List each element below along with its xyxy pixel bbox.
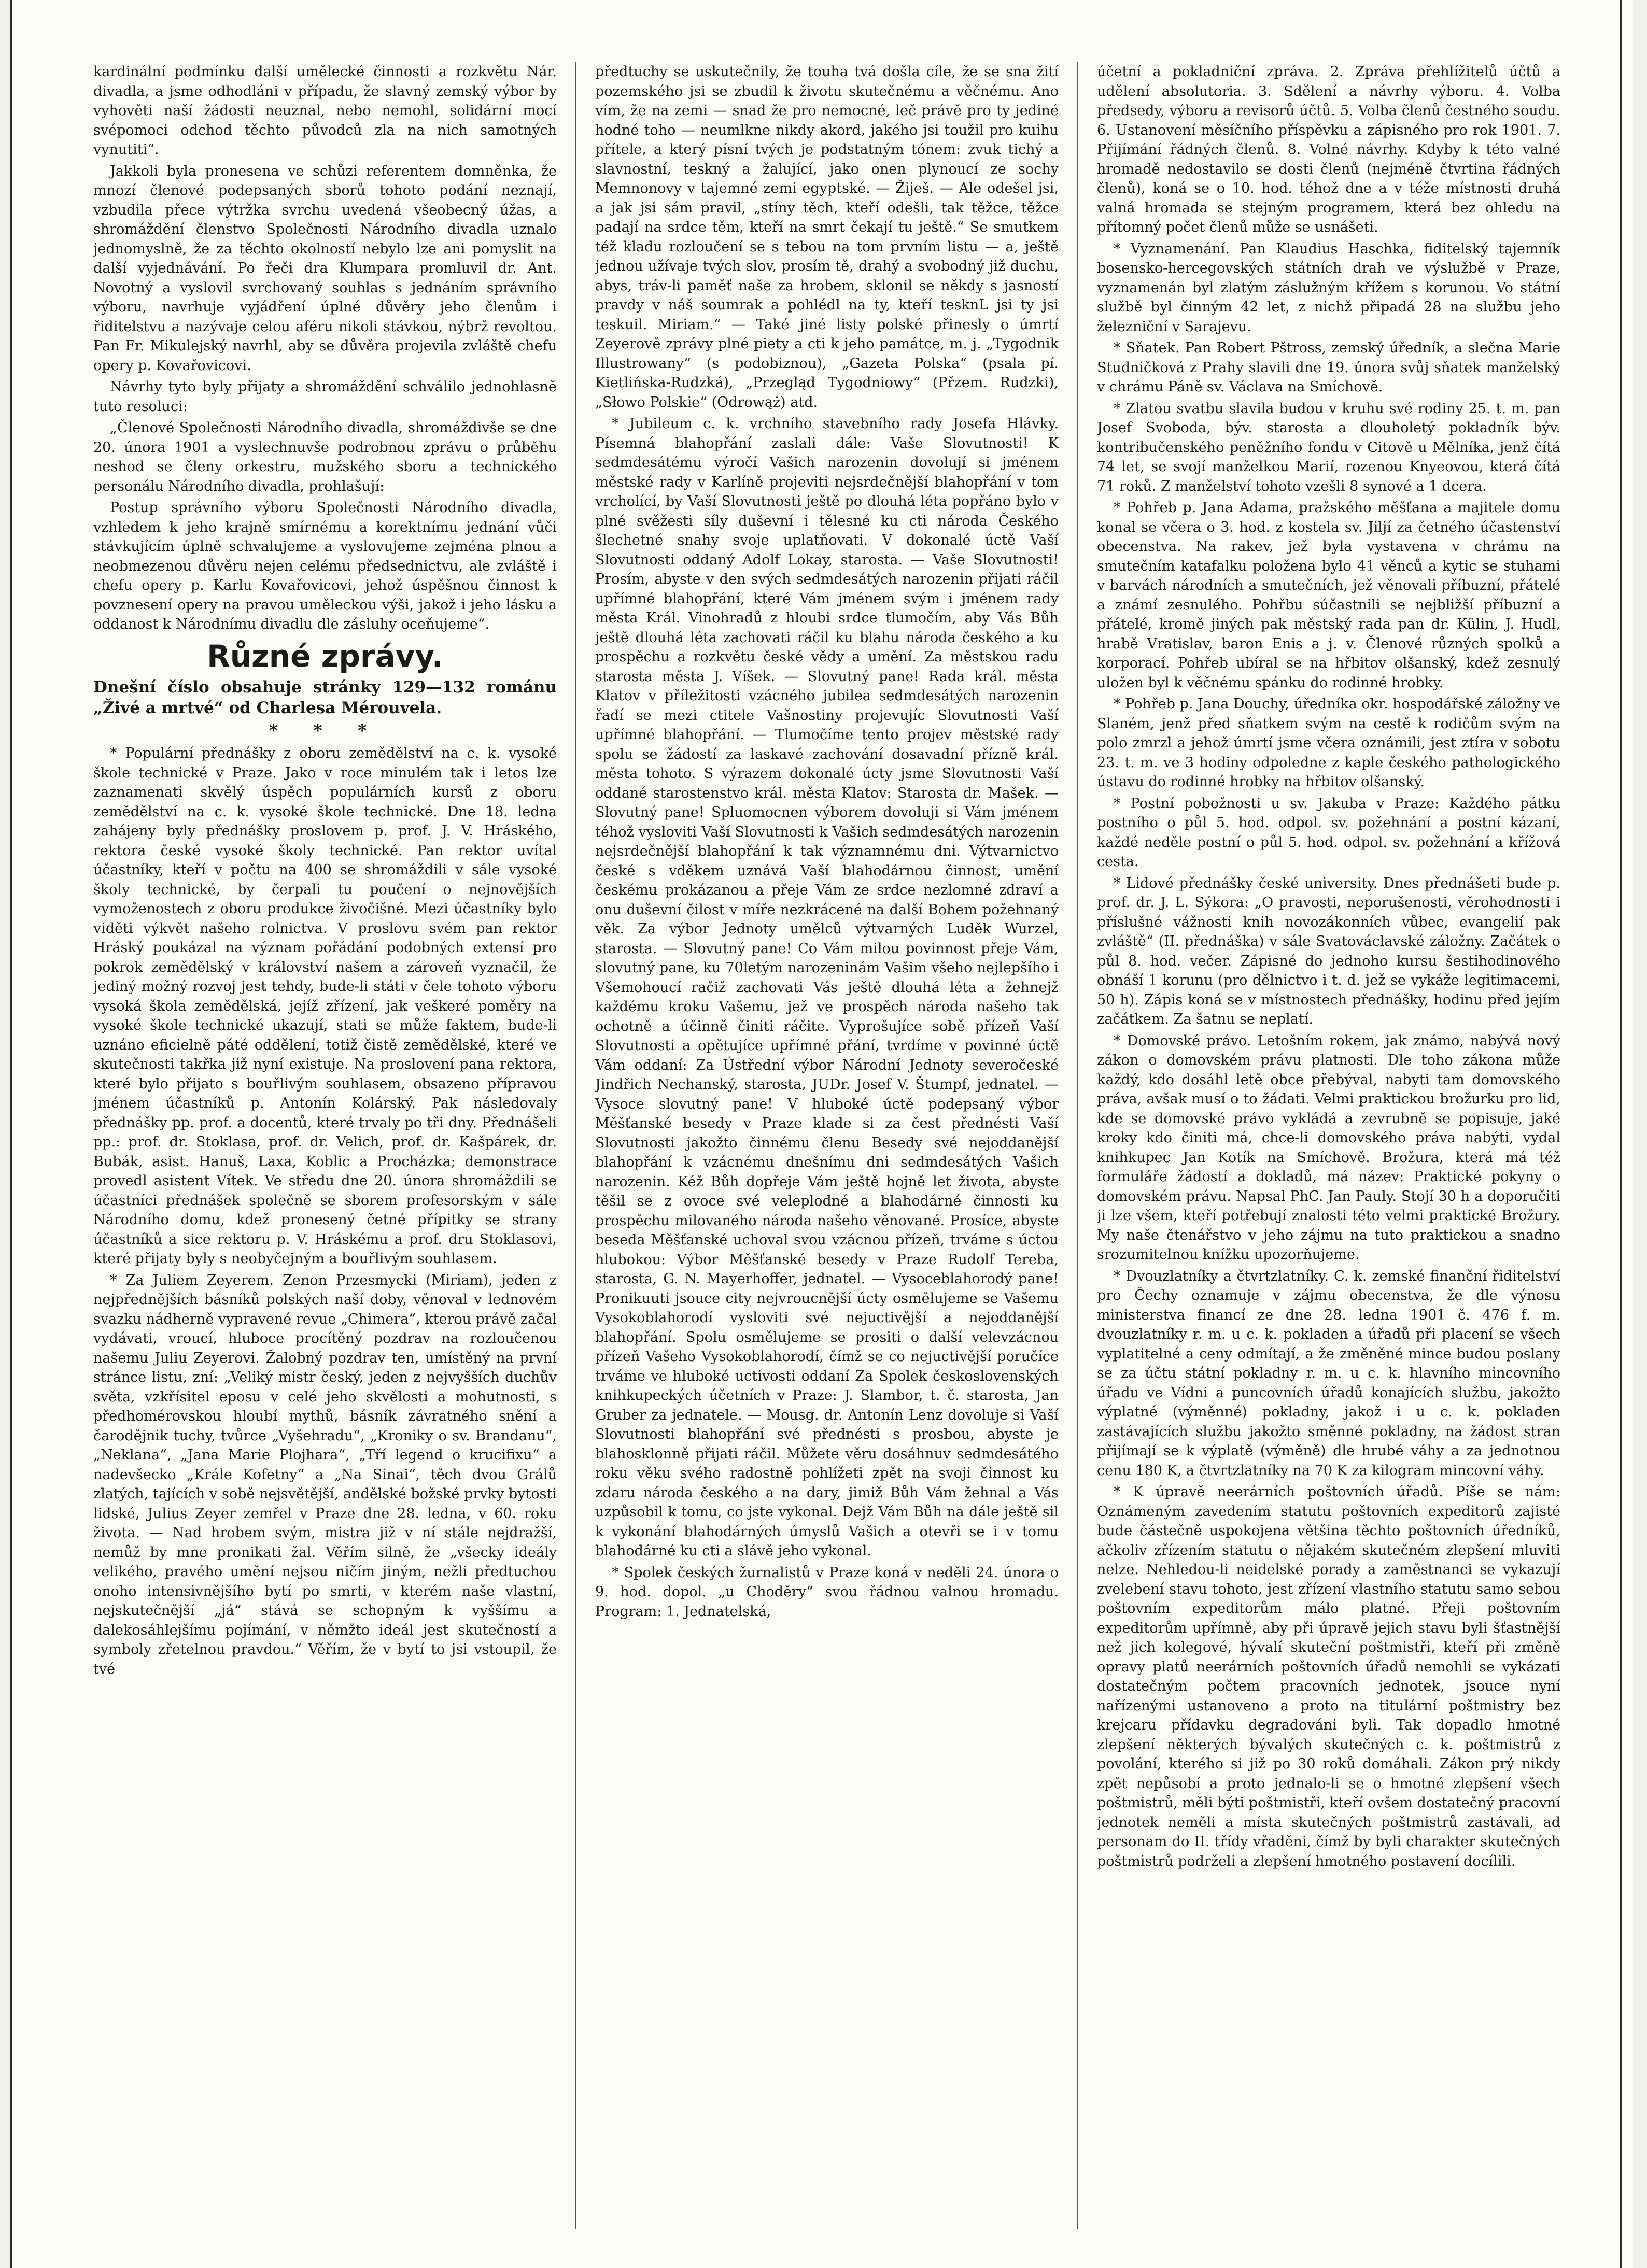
paragraph: účetní a pokladniční zpráva. 2. Zpráva přehlížitelů účtů a udělení absolutoria. 3. Sdělení a návrhy výboru. 4. Volba předsedy, výboru a revisorů účtů. 5. Volba členů čestného soudu. 6. Ustanovení měsíčního příspěvku a zápisného pro rok 1901. 7. Přijímání řádných členů. 8. Volné návrhy. Kdyby k této valné hromadě nedostavilo se dosti členů (nejméně čtvrtina řádných členů), koná se o 10. hod. téhož dne a v téže místnosti druhá valná hromada se stejným programem, která bez ohledu na přítomný počet členů může se usnášeti. — [1097, 64, 1560, 235]
novel-announcement: Dnešní číslo obsahuje stránky 129—132 románu „Živé a mrtvé“ od Charlesa Mérouvela. — [93, 677, 557, 717]
article-zlata-svatba: * Zlatou svatbu slavila budou v kruhu své rodiny 25. t. m. pan Josef Svoboda, býv. starosta a dlouholetý pokladník býv. kontribučenského peněžního fondu v Citově u Mělníka, jenž čítá 74 let, se svojí manželkou Marií, rozenou Knyeovou, která čítá 71 roků. Z manželství tohoto vzešli 8 synové a 1 dcera. — [1097, 400, 1560, 494]
article-postovni-urady: * K úpravě neerárních poštovních úřadů. Píše se nám: Oznámeným zavedením statutu poštovních expeditorů zajisté bude částečně uspokojena většina těchto poštovních úředníků, ačkoliv zřízením statutu o nějakém skutečném zlepšení mluviti nelze. Nehledou-li neidelské porady a zaměstnanci se vykazují zvelebení stavu tohoto, jest zřízení vlastního statutu samo sebou poštovním expeditorům málo platné. Přeji poštovním expeditorům upřímně, aby při úpravě jejich stavu byli šťastnější než jich kolegové, hývalí skuteční poštmistři, kteří při změně opravy platů neerárních poštovních úřadů nemohli se vykázati dostatečným počtem pracovních jednotek, jsouce nyní nařízenými ustanoveno a proto na titulární poštmistry bez krejcaru přídavku degradováni byli. Tak dopadlo hmotné zlepšení některých bývalých skutečných c. k. poštmistrů z povolání, kterého si již po 30 roků domáhali. Zákon prý nikdy zpět nepůsobí a proto jednalo-li se o hmotné zlepšení všech poštmistrů, měli býti poštmistři, kteří ovšem dostatečný pracovní jednotek neměli a místa skutečných poštmistrů zastávali, ad personam do II. třídy vřaděni, čímž by byli charakter skutečných poštmistrů podrželi a zlepšení hmotného postavení docílili. — [1097, 1484, 1560, 1869]
article-postni-poboznosti: * Postní pobožnosti u sv. Jakuba v Praze: Každého pátku postního o půl 5. hod. odpol. sv. požehnání a postní kázaní, každé neděle postní o půl 5. hod. odpol. sv. požehnání a křížová cesta. — [1097, 795, 1560, 870]
column-divider — [1077, 62, 1078, 2229]
article-dvouzlatniky: * Dvouzlatníky a čtvrtzlatníky. C. k. zemské finanční řiditelství pro Čechy oznamuje v zájmu obecenstva, že dle výnosu ministerstva financí ze dne 28. ledna 1901 č. 476 f. m. dvouzlatníky r. m. u c. k. pokladen a úřadů při placení se všech vyplatitelné a ceny odmítají, a že změněné mince budou poslany se za účtu státní pokladny r. m. u c. k. hlavního mincovního úřadu ve Vídni a puncovních úřadů konajících službu, jakožto výplatné (výměnné) pokladny, jakož i u c. k. pokladen zastávajících službu jakožto směnné pokladny, na žádost stran přijímají se k výplatě (výměně) dle hrubé váhy a za jednotnou cenu 180 K, a čtvrtzlatníky na 70 K za kilogram mincovní váhy. — [1097, 1268, 1560, 1479]
column-1 — [93, 62, 557, 2229]
article-pohreb-adama: * Pohřeb p. Jana Adama, pražského měšťana a majitele domu konal se včera o 3. hod. z kostela sv. Jiljí za četného účastenství obecenstva. Na rakev, jež byla vystavena v chrámu na smutečním katafalku položena bylo 41 věnců a kytic se stuhami v barvách národních a smutečních, jež věnovali příbuzní, přátelé a známí zesnulého. Pohřbu súčastnili se nejbližší příbuzní a přátelé, kromě jiných pak městský rada pan dr. Külin, J. Hudl, hrabě Vratislav, baron Enis a j. v. Členové různých spolků a korporací. Pohřeb ubíral se na hřbitov olšanský, kdež zesnulý uložen byl k věčnému spánku do rodinné hrobky. — [1097, 500, 1560, 691]
left-page-edge — [10, 0, 12, 2268]
paragraph: Návrhy tyto byly přijaty a shromáždění schválilo jednohlasně tuto resoluci: — [93, 379, 557, 415]
article-pohreb-douchy: * Pohřeb p. Jana Douchy, úředníka okr. hospodářské záložny ve Slaném, jenž před sňatkem svým na cestě k rodičům svým na polo zmrzl a jehož úmrtí jsme včera oznámili, jest ztíra v sobotu 23. t. m. ve 3 hodiny odpoledne z kaple českého pathologického ústavu do rodinné hrobky na hřbitov olšanský. — [1097, 696, 1560, 790]
paragraph: předtuchy se uskutečnily, že touha tvá došla cíle, že se sna žití pozemského jsi se zbudil k životu skutečnému a věčnému. Ano vím, že na zemi — snad že pro nemocné, leč právě pro ty jediné hodné toho — neumlkne nikdy akord, jakého jsi toužil pro kuihu přítele, a který písní tvých je podstatným tónem: zvuk tichý a slavnostní, teskný a žalující, jako onen plynoucí ze sochy Memnonovy v tajemné zemi egyptské. — Žiješ. — Ale odešel jsi, a jak jsi sám pravil, „stíny těch, kteří odešli, tak těžce, těžce padají na srdce těm, kteří na smrt čekají tu ještě.“ Se smutkem též kladu rozloučení se s tebou na tom prvním listu — a, ještě jednou užívaje tvých slov, prosím tě, drahý a svobodný již duchu, abys, tráv-li paměť naše za hrobem, sklonil se někdy s jasností pravdy v náš soumrak a pohlédl na ty, kteří tesknL jsi ty jsi teskuil. Miriam.“ — Také jiné listy polské přinesly o úmrtí Zeyerově zprávy plné piety a cti k jeho památce, m. j. „Tygodnik Illustrowany“ (s podobiznou), „Gazeta Polska“ (psala pí. Kietlińska-Rudzká), „Przegląd Tygodniowy“ (Přzem. Rudzki), „Słowo Polskie“ (Odrowąż) atd. — [595, 64, 1059, 410]
separator-stars: * * * — [269, 720, 382, 741]
article-spolek-zurnalistu: * Spolek českých žurnalistů v Praze koná v neděli 24. února o 9. hod. dopol. „u Choděry“ svou řádnou valnou hromadu. Program: 1. Jednatelská, — [595, 1564, 1059, 1620]
article-domovske-pravo: * Domovské právo. Letošním rokem, jak známo, nabývá nový zákon o domovském právu platnosti. Dle toho zákona může každý, kdo dosáhl letě obce přebýval, nabyti tam domovského práva, avšak musí o to žádati. Velmi praktickou brožurku pro lid, kde se domovské právo vykládá a zevrubně se popisuje, jaké kroky kdo činiti má, chce-li domovského práva nabýti, vydal knihkupec Jan Kotík na Smíchově. Brožura, která má též formuláře žádostí a dokladů, má název: Praktické pokyny o domovském právu. Napsal PhC. Jan Pauly. Stojí 30 h a doporučiti ji lze všem, kteří potřebují znalosti této velmi praktické Brožury. My naše čtenářstvo v jeho zájmu na tuto praktickou a snadno srozumitelnou knížku upozorňujeme. — [1097, 1032, 1560, 1263]
section-title: Různé zprávy. — [207, 638, 443, 674]
article-jubileum-hlavky: * Jubileum c. k. vrchního stavebního rady Josefa Hlávky. Písemná blahopřání zaslali dále: Vaše Slovutnosti! K sedmdesátému výročí Vašich narozenin dovolují si jménem městské rady v Karlíně projeviti nejsrdečnější blahopřání v tom vrcholící, by Vaší Slovutnosti ještě po dlouhá léta popřáno bylo v plné svěžesti síly duševní i tělesné ku cti národa Českého šlechetné snahy svoje uplatňovati. V dokonalé úctě Vaší Slovutnosti oddaný Adolf Lokay, starosta. — Vaše Slovutnosti! Prosím, abyste v den svých sedmdesátých narozenin přijati ráčil upřímné blahopřání, které Vám jménem svým i jménem rady města Král. Vinohradů z hloubi srdce tlumočím, aby Vás Bůh ještě dlouhá léta zachovati ráčil ku blahu národa českého a ku prospěchu a rozkvětu české vědy a umění. Za městskou radu starosta města J. Víšek. — Slovutný pane! Rada král. města Klatov v příležitosti vzácného jubilea sedmdesátých narozenin řadí se mezi ctitele Vašnostiny projevujíc Slovutnosti Vaší upřímné blahopřání. — Tlumočíme tento projev městské rady spolu se žádostí za laskavé zachování dosavadní přízně král. města tohoto. S výrazem dokonalé úcty jsme Slovutnosti Vaší oddané starostenstvo král. města Klatov: Starosta dr. Mašek. — Slovutný pane! Spluomocnen výborem dovoluji si Vám jménem téhož vysloviti Vaší Slovutnosti k Vašich sedmdesátých narozenin nejsrdečnější blahopřání k tak významnému dni. Výtvarnictvo české s vděkem uznává Vaší blahodárnou činnost, umění českému prokázanou a přeje Vám ze srdce nezlomné zdraví a onu duševní čilost v míře nezkrácené na další Bohem požehnaný věk. Za výbor Jednoty umělců výtvarných Luděk Wurzel, starosta. — Slovutný pane! Co Vám milou povinnost přeje Vám, slovutný pane, ku 70letým narozeninám Vašim všeho nejlepšího i Všemohoucí račiž zachovati Vás ještě dlouhá léta a žehnejž každému kroku Vašemu, jež ve prospěch národa našeho tak ochotně a účinně činiti ráčite. Vyprošujíce sobě přízeň Vaší Slovutnosti a opětujíce upřímné přání, tvrdíme v povinné úctě Vám oddaní: Za Ústřední výbor Národní Jednoty severočeské Jindřich Nechanský, starosta, JUDr. Josef V. Štumpf, jednatel. — Vysoce slovutný pane! V hluboké úctě podepsaný výbor Měšťanské besedy v Praze klade si za čest přednésti Vaší Slovutnosti jakožto činnému členu Besedy své nejoddanější blahopřání k vzácnému dnešnímu dni sedmdesátých Vašich narozenin. Kéž Bůh dopřeje Vám ještě hojně let života, abyste těšil se z ovoce své veleplodné a blahodárné činnosti ku prospěchu milovaného národa našeho věnované. Prosíce, abyste beseda Měšťanské uchoval svou vzácnou přízeň, trváme s úctou hlubokou: Výbor Měšťanské besedy v Praze Rudolf Tereba, starosta, G. N. Mayerhoffer, jednatel. — Vysoceblahorodý pane! Pronikuuti jsouce city nejvroucnější úcty osmělujeme se Vašemu Vysokoblahorodí vysloviti své nejuctivější a nejoddanější blahopřání. Spolu osmělujeme se prositi o další velevzácnou přízeň Vašeho Vysokoblahorodí, čímž se co nejuctivější poručíce trváme ve hluboké uctivosti oddaní Za Spolek československých knihkupeckých účetních v Praze: J. Slambor, t. č. starosta, Jan Gruber za jednatele. — Mousg. dr. Antonín Lenz dovoluje si Vaší Slovutnosti blahopřání své přednésti s prosbou, abyste je blahosklonně přijati ráčil. Můžete věru dosáhnuv sedmdesátého roku věku svého radostně pohlížeti zpět na svoji činnost ku zdaru národa českého a na dary, jimiž Bůh Vám žehnal a Vás uzpůsobil k tomu, co jste vykonal. Dejž Vám Bůh na dále ještě sil k vykonání blahodárných úmyslů Vašich a otevři se i v tomu blahodárné ku cti a slávě jeho vykonal. — [595, 416, 1059, 1559]
paragraph: Postup správního výboru Společnosti Národního divadla, vzhledem k jeho krajně smírnému a korektnímu jednání vůči stávkujícím úplně schvalujeme a vyslovujeme zejména plnou a neobmezenou důvěru nejen celému předsednictvu, ale zvláště i chefu opery p. Karlu Kovařovicovi, jehož úspěšnou činnost k povznesení opery na pravou uměleckou výši, jakož i jeho lásku a oddanost k Národnímu divadlu dle zásluhy oceňujeme“. — [93, 500, 557, 632]
column-2 — [595, 62, 1059, 2229]
column-divider — [575, 62, 576, 2229]
article-populari-prednasky: * Populární přednášky z oboru zemědělství na c. k. vysoké škole technické v Praze. Jako v roce minulém tak i letos lze zaznamenati skvělý úspěch populárních kursů z oboru zemědělství na c. k. vysoké škole technické. Dne 18. ledna zahájeny byly přednášky proslovem p. prof. J. V. Hráského, rektora české vysoké školy technické. Pan rektor uvítal účastníky, kteří v počtu na 400 se shromáždili v sále vysoké školy technické, by čerpali tu poučení o nejnovějších vymoženostech z oboru produkce živočišné. Mezi účastníky bylo viděti výkvět našeho rolnictva. V proslovu svém pan rektor Hráský poukázal na význam pořádání podobných extensí pro pokrok zemědělský v království našem a zároveň vyznačil, že jediný možný rozvoj jest tehdy, bude-li státi v čele tohoto výboru vysoká škola zemědělská, jejíž zřízení, jak veškeré poměry na vysoké škole technické ukazují, stati se může faktem, bude-li uznáno eficielně páté oddělení, totiž čistě zemědělské, které ve skutečnosti takřka již nyní existuje. Na proslovení pana rektora, které bylo přijato s bouřlivým souhlasem, obsazeno přípravou jménem účastníků p. Antonín Kolárský. Pak následovaly přednášky pp. prof. a docentů, které trvaly po tři dny. Přednášeli pp.: prof. dr. Stoklasa, prof. dr. Velich, prof. dr. Kašpárek, dr. Bubák, asist. Hanuš, Laxa, Koblic a Procházka; demonstrace provedl asistent Vítek. Ve středu dne 20. února shromáždili se účastníci přednášek společně se sborem profesorským v sále Národního domu, kdež pronesený četné přípitky se strany účastníků a sice rektoru p. V. Hráskému a prof. dru Stoklasovi, které přijaty byly s neobyčejným a bouřlivým souhlasem. — [93, 745, 557, 1267]
right-page-edge — [1620, 0, 1622, 2268]
text-columns — [93, 62, 1560, 2229]
article-za-juliem-zeyerem: * Za Juliem Zeyerem. Zenon Przesmycki (Miriam), jeden z nejpřednějších básníků polských naší doby, věnoval v lednovém svazku nádherně vypravené revue „Chimera“, kterou právě začal vydávati, vroucí, hluboce procítěný pozdrav na rozloučenou našemu Juliu Zeyerovi. Žalobný pozdrav ten, umístěný na první stránce listu, zní: „Veliký mistr český, jeden z nejvyšších duchův světa, vzkřísitel eposu v celé jeho skvělosti a mohutnosti, s předhomérovskou hloubí mythů, básník závratného snění a čarodějnik tuchy, tvůrce „Vyšehradu“, „Kroniky o sv. Brandanu“, „Neklana“, „Jana Marie Plojhara“, „Tří legend o krucifixu“ a nadevšecko „Krále Kofetny“ a „Na Sinai“, těch dvou Grálů zlatých, tajících v sobě nejsvětější, andělské božské prvky bytosti lidské, Julius Zeyer zemřel v Praze dne 28. ledna, v 60. roku života. — Nad hrobem svým, mistra již v ní stále nejdražší, nemůž by mne pronikati žal. Věřím silně, že „všecky ideály velikého, pravého umění nejsou ničím jiným, nežli předtuchou onoho intensivnějšího bytí po smrti, v kterém naše vlastní, nejskutečnější „já“ stává se schopným k vyššímu a dalekosáhlejšímu pojímání, v němžto ideál jest skutečností a symboly zřetelnou pravdou.“ Věřím, že v bytí to jsi vstoupil, že tvé — [93, 1272, 557, 1677]
article-lidove-prednasky: * Lidové přednášky české university. Dnes přednášeti bude p. prof. dr. J. L. Sýkora: „O pravosti, neporušenosti, věrohodnosti i příslušné vážnosti knih novozákonních vůbec, evangelií pak zvláště“ (II. přednáška) v sále Svatováclavské záložny. Začátek o půl 8. hod. večer. Zápisné do jednoho kursu šestihodinového obnáší 1 korunu (pro dělnictvo i t. d. jež se vykáže legitimacemi, 50 h). Zápis koná se v místnostech přednášky, hodinu před jejím začátkem. Za šatnu se neplatí. — [1097, 875, 1560, 1027]
paragraph: Jakkoli byla pronesena ve schůzi referentem domněnka, že mnozí členové podepsaných sborů tohoto podání neznají, vzbudila přece výtržka svrchu uvedená všeobecný úžas, a shromáždění členstvo Společnosti Národního divadla uznalo jednomyslně, že za těchto okolností nebylo lze ani pomyslit na další vyjednávání. Po řeči dra Klumpara promluvil dr. Ant. Novotný a vyslovil svrchovaný souhlas s jednáním správního výboru, navrhuje vyjádření úplné důvěry jeho členům i řiditelstvu a nazývaje celou aféru nikoli stávkou, nýbrž revoltou. Pan Fr. Mikulejský navrhl, aby se důvěra projevila zvláště chefu opery p. Kovařovicovi. — [93, 163, 557, 374]
paragraph: „Členové Společnosti Národního divadla, shromáždivše se dne 20. února 1901 a vyslechnuvše podrobnou zprávu o průběhu neshod se členy orkestru, mužského sboru a technického personálu Národního divadla, prohlašují: — [93, 420, 557, 494]
column-3 — [1097, 62, 1560, 2229]
newspaper-page — [10, 0, 1633, 2268]
article-vyznamenani: * Vyznamenání. Pan Klaudius Haschka, fiditelský tajemník bosensko-hercegovských státních drah ve výslužbě v Praze, vyznamenán byl zlatým záslužným křížem s korunou. Vo státní službě byl činným 42 let, z nichž připadá 28 na službu jeho železniční v Sarajevu. — [1097, 240, 1560, 335]
article-snatek: * Sňatek. Pan Robert Pštross, zemský úředník, a slečna Marie Studničková z Prahy slavili dne 19. února svůj sňatek manželský v chrámu Páně sv. Václava na Smíchově. — [1097, 340, 1560, 395]
paragraph: kardinální podmínku další umělecké činnosti a rozkvětu Nár. divadla, a jsme odhodláni v případu, že slavný zemský výbor by vyhověti naší žádosti neuznal, nebo nemohl, solidární mocí svépomoci odchod těchto původců zla na nich samotných vynutiti“. — [93, 64, 557, 158]
